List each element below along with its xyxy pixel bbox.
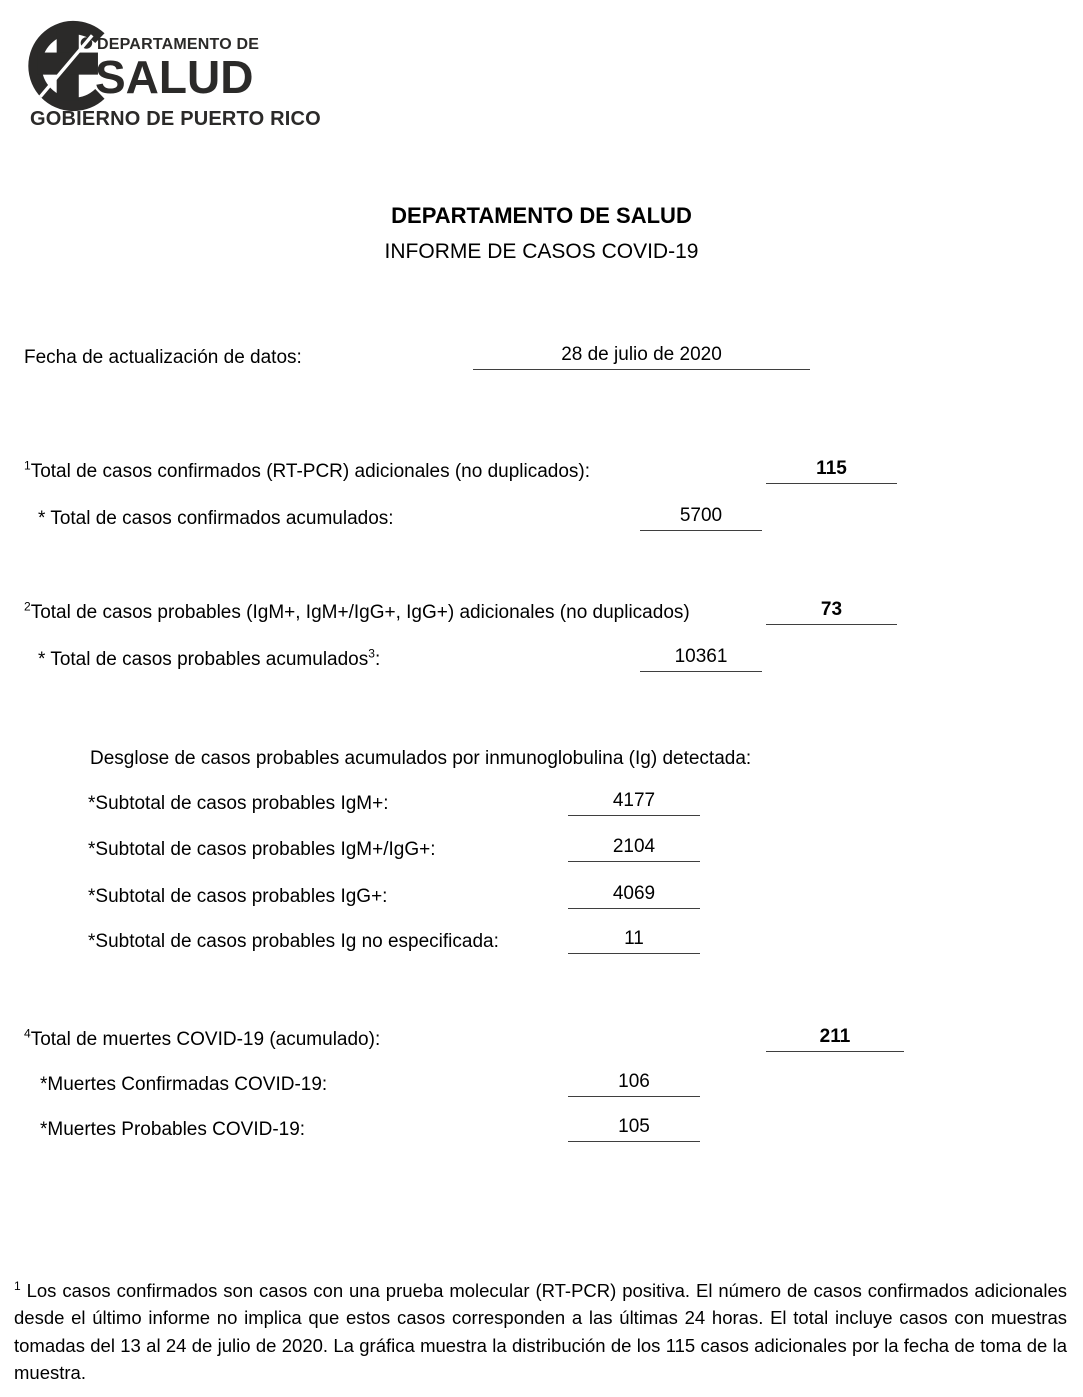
page-subtitle: INFORME DE CASOS COVID-19 [384,240,699,263]
document-header [0,203,1083,264]
breakdown-heading-row [0,748,1083,778]
logo-line-salud: SALUD [95,51,254,103]
footnote-ref-2: 2 [24,599,31,614]
breakdown-heading: Desglose de casos probables acumulados por inmunoglobulina (Ig) detectada: [90,748,752,769]
subtotal-igm-row [0,790,1083,823]
subtotal-igm-value: 4177 [568,790,700,816]
deaths-probable-row [0,1116,1083,1149]
subtotal-igm-igg-value: 2104 [568,836,700,862]
salud-logo [25,14,325,129]
probable-additional-value: 73 [766,599,897,625]
deaths-probable-value: 105 [568,1116,700,1142]
subtotal-igg-value: 4069 [568,883,700,909]
date-label: Fecha de actualización de datos: [24,347,302,368]
deaths-total-value: 211 [766,1026,904,1052]
subtotal-igm-igg-row [0,836,1083,869]
subtotal-igg-label: *Subtotal de casos probables IgG+: [88,886,388,907]
logo-line-gobierno: GOBIERNO DE PUERTO RICO [30,108,321,130]
subtotal-ig-ns-label: *Subtotal de casos probables Ig no especificada: [88,931,499,952]
footnote-ref-4: 4 [24,1026,31,1041]
subtotal-ig-ns-row [0,928,1083,961]
subtotal-igg-row [0,883,1083,916]
probable-additional-label: $^2$Total de casos probables (IgM+, IgM+/IgG+, IgG+) adicionales (no duplicados) [24,599,690,623]
date-value: 28 de julio de 2020 [473,344,810,370]
footnote-ref-1: 1 [24,458,31,473]
confirmed-cumulative-row [0,505,1083,538]
deaths-total-label: $^4$Total de muertes COVID-19 (acumulado): [24,1026,381,1050]
confirmed-additional-row [0,458,1083,491]
deaths-probable-label: *Muertes Probables COVID-19: [40,1119,306,1140]
deaths-total-row [0,1026,1083,1059]
probable-cumulative-label: * Total de casos probables acumulados$^3$: [38,646,381,670]
subtotal-igm-igg-label: *Subtotal de casos probables IgM+/IgG+: [88,839,436,860]
date-row [0,344,1083,377]
deaths-confirmed-value: 106 [568,1071,700,1097]
deaths-confirmed-label: *Muertes Confirmadas COVID-19: [40,1074,328,1095]
logo-line-departamento: DEPARTAMENTO DE [97,36,260,53]
confirmed-cumulative-label: * Total de casos confirmados acumulados: [38,508,394,529]
footnote-1-marker: 1 [14,1278,21,1293]
footnote-1-text: Los casos confirmados son casos con una prueba molecular (RT-PCR) positiva. El número de casos confirmados adicionales desde el último informe no implica que estos casos corresponden a las últimas 24 horas. El total incluye casos con muestras tomadas del 13 al 24 de julio de 2020. La gráfica muestra la distribución de los 115 casos adicionales por la fecha de toma de la muestra. [14,1280,1067,1384]
footnote-1 [14,1277,1067,1387]
footnote-ref-3: 3 [368,646,375,661]
deaths-confirmed-row [0,1071,1083,1104]
probable-cumulative-value: 10361 [640,646,762,672]
confirmed-additional-label: $^1$Total de casos confirmados (RT-PCR) adicionales (no duplicados): [24,458,591,482]
subtotal-ig-ns-value: 11 [568,928,700,954]
subtotal-igm-label: *Subtotal de casos probables IgM+: [88,793,389,814]
confirmed-cumulative-value: 5700 [640,505,762,531]
probable-cumulative-row [0,646,1083,679]
confirmed-additional-value: 115 [766,458,897,484]
page-title: DEPARTAMENTO DE SALUD [391,203,692,228]
probable-additional-row [0,599,1083,632]
